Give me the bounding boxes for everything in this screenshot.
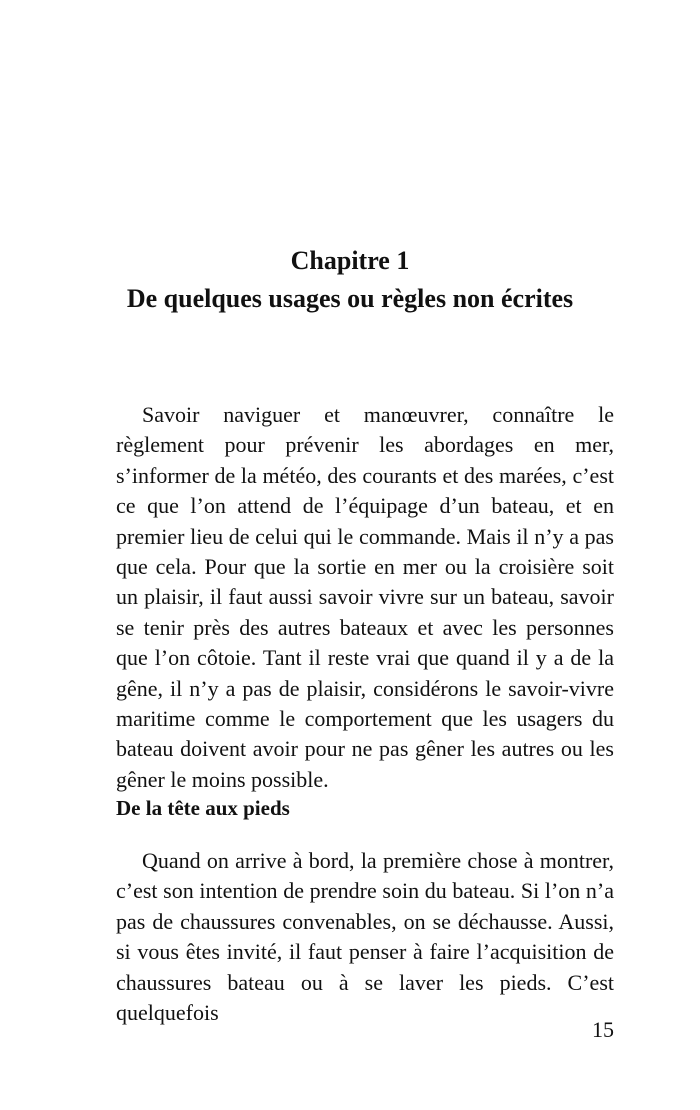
chapter-number: Chapitre 1 [290, 246, 410, 275]
page-number: 15 [592, 1017, 614, 1042]
body-paragraph: Savoir naviguer et manœuvrer, connaître le règlement pour prévenir les abordages en mer, s’informer de la météo, des courants et des marées, c’est ce que l’on attend de l’équipage d’un bateau, et en premier lieu de celui qui le commande. Mais il n’y a pas que cela. Pour que la sortie en mer ou la croisière soit un plaisir, il faut aussi savoir vivre sur un bateau, savoir se tenir près des autres bateaux et avec les personnes que l’on côtoie. Tant il reste vrai que quand il y a de la gêne, il n’y a pas de plaisir, considérons le savoir-vivre maritime comme le comportement que les usagers du bateau doivent avoir pour ne pas gêner les autres ou les gêner le moins possible. [116, 402, 614, 792]
section-paragraph: Quand on arrive à bord, la première chose à montrer, c’est son intention de prendre soin du bateau. Si l’on n’a pas de chaussures convenables, on se déchausse. Aussi, si vous êtes invité, il faut penser à faire l’acquisition de chaussures bateau ou à se laver les pieds. C’est quelquefois [116, 848, 614, 1026]
chapter-title: De quelques usages ou règles non écrites [126, 284, 574, 313]
section-heading: De la tête aux pieds [116, 796, 290, 820]
